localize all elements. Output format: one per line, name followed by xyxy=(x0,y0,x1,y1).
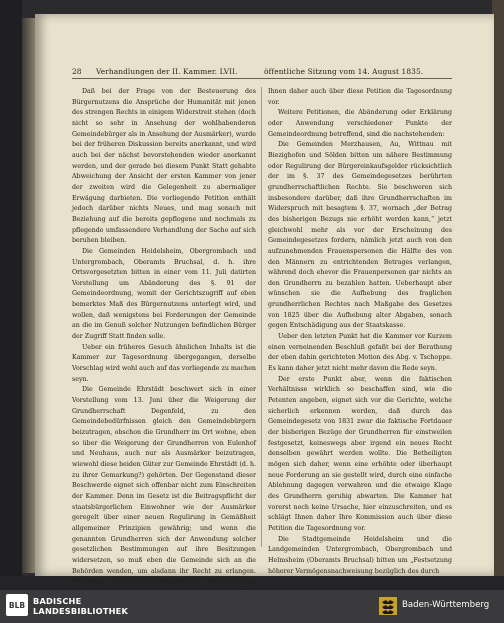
column-divider xyxy=(261,87,262,547)
right-column xyxy=(268,87,452,577)
blb-logo-icon[interactable]: BLB xyxy=(6,594,28,616)
header-left-title: Verhandlungen der II. Kammer. LVII. xyxy=(96,67,238,76)
page-number: 28 xyxy=(72,67,82,76)
left-column xyxy=(72,87,256,609)
header-right-title: öffentliche Sitzung vom 14. August 1835. xyxy=(264,67,424,76)
page-gutter xyxy=(22,18,36,573)
library-name-line1: BADISCHE xyxy=(33,596,82,606)
paragraph: Die Gemeinden Merzhausen, Au, Wittnau mit Biezighofen und Sölden bitten um nähere Bestimmung oder Regulirung der Bürgereinkaufsgelder rücksichtlich der im §. 37 des Gemeindegesetzes berührten grundherrschaftlichen Rechte. Sie beschweren sich insbesondere darüber, daß ihre Grundherrschaften im Widerspruch mit besagtem §. 37, wornach „der Betrag des bisherigen Bezugs nie erhöht werden kann,“ jetzt gleichwohl mehr als vor der Erscheinung des Gemeindegesetzes fordern, nämlich jetzt auch von den aufzunehmenden Frauenspersonen die Hälfte des von den Männern zu entrichtenden Betrages verlangen, während doch ehevor die Frauenpersonen gar nichts an den Grundherrn zu bezahlen hatten. Ueberhaupt aber wünschen sie die Aufhebung des fraglichen grundherrlichen Rechtes nach Maßgabe des Gesetzes von 1825 über die Aufhebung alter Abgaben, sonach gegen Entschädigung aus der Staatskasse. xyxy=(268,141,452,330)
paragraph: Der erste Punkt aber, wenn die faktischen Verhältnisse wirklich so beschaffen sind, wie die Petenten angeben, eignet sich vor die Gerichte, welche sicherlich erkennen werden, daß durch das Gemeindegesetz von 1831 zwar die faktische Fortdauer der bisherigen Bezüge der Grundherren für einstweilen festgesetzt, keineswegs aber irgend ein neues Recht denselben gewährt werden wollte. Die Betheiligten mögen sich daher, wenn eine erhöhte oder überhaupt neue Forderung an sie gestellt wird, durch eine einfache Ablehnung dagegen verwahren und die etwaige Klage des Grundherrn geruhig abwarten. Die Kammer hat vorerst noch keine Ursache, hier einzuschreiten, und es schlägt Ihnen daher Ihre Kommission auch über diese Petition die Tagesordnung vor. xyxy=(268,375,452,532)
state-name[interactable]: Baden-Württemberg xyxy=(402,600,490,610)
baden-wuerttemberg-coat-of-arms-icon xyxy=(378,596,398,616)
library-name-line2: LANDESBIBLIOTHEK xyxy=(33,606,129,616)
paragraph: Ihnen daher auch über diese Petition die Tagesordnung vor. xyxy=(268,88,452,106)
paragraph: Die Gemeinden Heidelsheim, Obergrombach und Untergrombach, Oberamts Bruchsal, d. h. ihre Ortsvorgesetzten bitten in einer vom 11. Juli datirten Vorstellung um Abänderung des §. 91 der Gemeindeordnung, womit der Gerichtszugriff auf eben bemerktes Maß des Bürgernutzens unterlegt wird, und wollen, daß wenigstens bei Forderungen der Gemeinde an die im Genuß solcher Nutzungen befindlichen Bürger der Zugriff Statt finden solle. xyxy=(72,247,256,341)
paragraph: Weitere Petitionen, die Abänderung oder Erklärung oder Anwendung verschiedener Punkte der Gemeindeordnung betreffend, sind die nachstehenden: xyxy=(268,109,452,138)
paragraph: Ueber ein früheres Gesuch ähnlichen Inhalts ist die Kammer zur Tagesordnung übergegangen, derselbe Vorschlag wird wohl auch auf das vorliegende zu machen seyn. xyxy=(72,343,256,383)
paragraph: Die Stadtgemeinde Heidelsheim und die Landgemeinden Untergrombach, Obergrombach und Helmsheim (Oberamts Bruchsal) bitten um „Festsetzung höherer Vermögensnachweisung bezüglich des durch xyxy=(268,535,452,575)
header-rule xyxy=(72,78,452,79)
footer-bar xyxy=(0,590,504,623)
library-name[interactable] xyxy=(33,596,128,616)
paragraph: Ueber den letzten Punkt hat die Kammer vor Kurzem einen verneinenden Beschluß gefaßt bei der Berathung der eben dahin gerichteten Motion des Abg. v. Tschoppe. Es kann daher jetzt nicht mehr davon die Rede seyn. xyxy=(268,333,452,373)
paragraph: Die Gemeinde Ehrstädt beschwert sich in einer Vorstellung vom 13. Juni über die Weigerung der Grundherrschaft Degenfeld, zu den Gemeindebedürfnissen gleich den Gemeindebürgern beizutragen, obschon die Grundherr im Ort wohne, eben so über die Weigerung der Grundherren von Eulenhof und Neuhaus, auch nur als Ausmärker beizutragen, wiewohl diese beiden Güter zur Gemeinde Ehrstädt (d. h. zu ihrer Gemarkung?) gehörten. Der Gegenstand dieser Beschwerde eignet sich offenbar nicht zum Einschreiten der Kammer. Denn im Gesetz ist die Beitragspflicht der staatsbürgerlichen Einwohner wie der Ausmärker geregelt über einer neuen Regulirung in Gemäßheit allgemeiner Prinzipien gewährig; und wenn die genannten Grundherren sich der Anwendung solcher gesetzlichen Bestimmungen auf ihre Besitzungen widersetzen, so muß eben die Gemeinde sich an die Behörden wenden, um alsdann ihr Recht zu erlangen. Erst wenn — wie nicht zu erwarten ist — solche Schritte xyxy=(72,386,257,586)
book-cover-left xyxy=(0,0,22,590)
paragraph: Daß bei der Frage von der Besteuerung des Bürgernutzens die Ansprüche der Humanität mit jenen des strengen Rechts in einigem Widerstreit stehen (doch nicht so sehr in Ansehung der wohlhabenderen Gemeindebürger als in Ansehung der Ausmärker), wurde bei der früheren Diskussion bereits anerkannt, und wird auch bei der nächst bevorstehenden wieder anerkannt werden, und der gerade bei diesem Punkt Statt gehabte Abweichung der Ansicht der ersten Kammer von jener der zweiten wird die Gelegenheit zu abermaliger Erwägung darbieten. Die vorliegende Petition enthält jedoch darüber nichts Neues, und mag sonach mit Beziehung auf die bereits gepflogene und nochmals zu pflegende umfassendere Verhandlung der Sache auf sich beruhen bleiben. xyxy=(72,88,256,245)
